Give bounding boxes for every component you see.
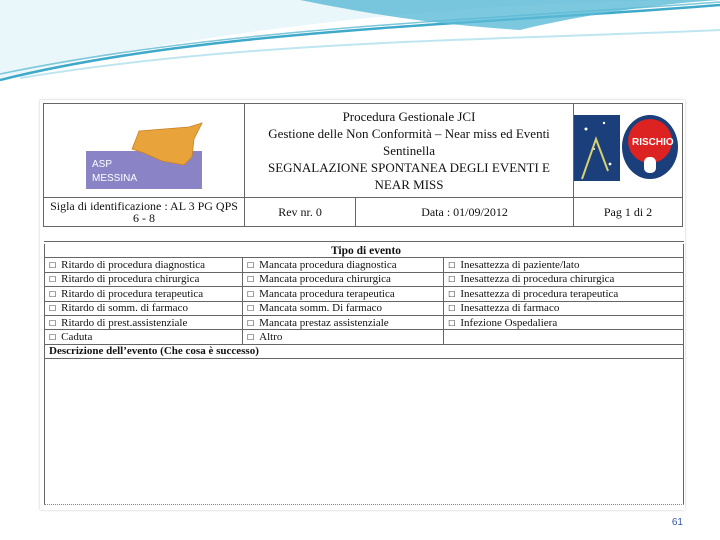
- event-option-label: Altro: [259, 331, 283, 344]
- logo-cell: [44, 104, 245, 198]
- event-option: [444, 330, 684, 344]
- risk-logo-image: [574, 109, 682, 189]
- event-option-label: Inesattezza di procedura chirurgica: [460, 273, 615, 286]
- event-option[interactable]: [444, 301, 684, 315]
- page-indicator: Pag 1 di 2: [574, 198, 683, 227]
- revision-number: Rev nr. 0: [245, 198, 356, 227]
- form-document: [40, 100, 685, 510]
- risk-badge-text: RISCHIO: [632, 136, 674, 148]
- checkbox-icon[interactable]: ☐: [448, 289, 456, 299]
- form-header-table: [43, 103, 683, 227]
- checkbox-icon[interactable]: ☐: [448, 261, 456, 271]
- event-row: [45, 315, 684, 329]
- event-option-label: Ritardo di procedura diagnostica: [61, 259, 206, 272]
- event-option-label: Ritardo di procedura chirurgica: [61, 273, 200, 286]
- event-row: [45, 287, 684, 301]
- form-title: [245, 104, 574, 198]
- checkbox-icon[interactable]: ☐: [49, 318, 57, 328]
- event-option-label: Inesattezza di farmaco: [460, 302, 560, 315]
- title-line: Sentinella: [383, 143, 435, 158]
- checkbox-icon[interactable]: ☐: [247, 333, 255, 343]
- event-description-label: Descrizione dell’evento (Che cosa è successo): [45, 344, 684, 358]
- checkbox-icon[interactable]: ☐: [49, 261, 57, 271]
- document-date: Data : 01/09/2012: [356, 198, 574, 227]
- checkbox-icon[interactable]: ☐: [247, 289, 255, 299]
- event-option[interactable]: [444, 315, 684, 329]
- identification-suffix: 6 - 8: [133, 211, 155, 225]
- event-option[interactable]: [444, 258, 684, 272]
- event-option[interactable]: [45, 330, 243, 344]
- event-row: [45, 301, 684, 315]
- asp-messina-logo: [44, 109, 244, 189]
- event-option[interactable]: [243, 287, 444, 301]
- title-line: NEAR MISS: [374, 177, 444, 192]
- event-option[interactable]: [45, 315, 243, 329]
- slide-page-number: 61: [671, 517, 683, 528]
- event-option[interactable]: [243, 301, 444, 315]
- event-option[interactable]: [243, 330, 444, 344]
- event-option-label: Ritardo di procedura terapeutica: [61, 287, 204, 300]
- checkbox-icon[interactable]: ☐: [49, 289, 57, 299]
- page-cut-line: [44, 504, 684, 508]
- title-line: Procedura Gestionale JCI: [342, 109, 476, 124]
- checkbox-icon[interactable]: ☐: [448, 304, 456, 314]
- event-option[interactable]: [45, 272, 243, 286]
- event-option[interactable]: [444, 272, 684, 286]
- event-option[interactable]: [45, 287, 243, 301]
- event-option-label: Inesattezza di paziente/lato: [460, 259, 580, 272]
- checkbox-icon[interactable]: ☐: [247, 261, 255, 271]
- identification-code: [44, 198, 245, 227]
- event-row: [45, 258, 684, 272]
- risk-image-cell: [574, 104, 683, 198]
- checkbox-icon[interactable]: ☐: [247, 275, 255, 285]
- decorative-header-swoosh: [0, 0, 720, 90]
- event-option-label: Ritardo di prest.assistenziale: [61, 316, 188, 329]
- logo-text-messina: MESSINA: [92, 172, 138, 184]
- event-type-table: [44, 244, 684, 505]
- identification-label: Sigla di identificazione : AL 3 PG QPS: [50, 199, 238, 213]
- event-type-heading: Tipo di evento: [45, 244, 684, 258]
- event-option-label: Inesattezza di procedura terapeutica: [460, 287, 619, 300]
- event-option[interactable]: [243, 315, 444, 329]
- checkbox-icon[interactable]: ☐: [49, 275, 57, 285]
- event-option[interactable]: [444, 287, 684, 301]
- checkbox-icon[interactable]: ☐: [448, 318, 456, 328]
- event-option-label: Mancata procedura chirurgica: [259, 273, 391, 286]
- event-option[interactable]: [243, 272, 444, 286]
- event-option-label: Mancata somm. Di farmaco: [259, 302, 382, 315]
- event-option[interactable]: [45, 301, 243, 315]
- event-option[interactable]: [243, 258, 444, 272]
- logo-text-asp: ASP: [92, 158, 113, 170]
- checkbox-icon[interactable]: ☐: [49, 333, 57, 343]
- event-option-label: Mancata prestaz assistenziale: [259, 316, 389, 329]
- title-line: Gestione delle Non Conformità – Near miss ed Eventi: [268, 126, 550, 141]
- event-description-field[interactable]: [45, 358, 684, 505]
- event-option[interactable]: [45, 258, 243, 272]
- event-option-label: Infezione Ospedaliera: [460, 316, 558, 329]
- title-line: SEGNALAZIONE SPONTANEA DEGLI EVENTI E: [267, 160, 551, 175]
- checkbox-icon[interactable]: ☐: [247, 318, 255, 328]
- event-option-label: Mancata procedura diagnostica: [259, 259, 397, 272]
- checkbox-icon[interactable]: ☐: [247, 304, 255, 314]
- event-option-label: Caduta: [61, 331, 93, 344]
- event-option-label: Ritardo di somm. di farmaco: [61, 302, 188, 315]
- event-row: [45, 330, 684, 344]
- event-option-label: Mancata procedura terapeutica: [259, 287, 395, 300]
- checkbox-icon[interactable]: ☐: [49, 304, 57, 314]
- checkbox-icon[interactable]: ☐: [448, 275, 456, 285]
- event-row: [45, 272, 684, 286]
